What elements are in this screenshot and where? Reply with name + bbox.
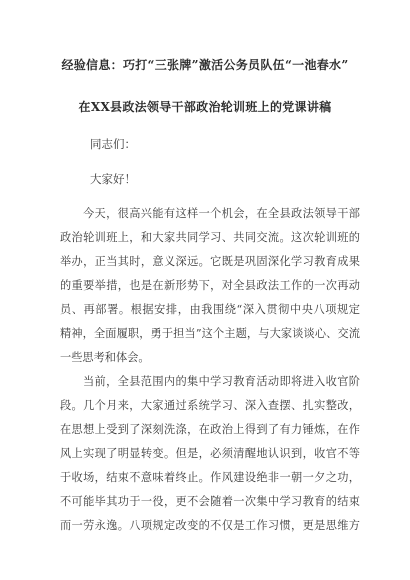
- document-subtitle: 在XX县政法领导干部政治轮训班上的党课讲稿: [78, 100, 332, 114]
- greeting: 大家好！: [90, 172, 136, 186]
- paragraph-line: 一些思考和体会。: [60, 351, 150, 364]
- paragraph-line: 员、再部署。根据安排，由我围绕“深入贯彻中央八项规定: [60, 303, 360, 316]
- paragraph-2: [60, 370, 360, 538]
- paragraph-line: 不可能毕其功于一役，更不会随着一次集中学习教育的结束: [60, 495, 360, 508]
- paragraph-line: 政治轮训班上，和大家共同学习、共同交流。这次轮训班的: [60, 231, 360, 244]
- paragraph-line: 风上实现了明显转变。但是，必须清醒地认识到，收官不等: [60, 447, 360, 460]
- paragraph-line: 于收场，结束不意味着终止。作风建设绝非一朝一夕之功，: [60, 471, 360, 484]
- salutation: 同志们：: [90, 137, 136, 151]
- paragraph-line: 段。几个月来，大家通过系统学习、深入查摆、扎实整改，: [60, 399, 360, 412]
- paragraph-line: 当前，全县范围内的集中学习教育活动即将进入收官阶: [83, 375, 360, 388]
- paragraph-line: 而一劳永逸。八项规定改变的不仅是工作习惯，更是思维方: [60, 519, 360, 532]
- document-title: 经验信息：巧打“三张牌”激活公务员队伍“一池春水”: [61, 58, 349, 72]
- paragraph-line: 在思想上受到了深刻洗涤，在政治上得到了有力锤炼，在作: [60, 423, 360, 436]
- paragraph-1: [60, 202, 360, 370]
- paragraph-line: 的重要举措，也是在新形势下，对全县政法工作的一次再动: [60, 279, 360, 292]
- paragraph-line: 举办，正当其时，意义深远。它既是巩固深化学习教育成果: [60, 255, 360, 268]
- paragraph-line: 精神，全面履职，勇于担当”这个主题，与大家谈谈心、交流: [60, 327, 360, 340]
- paragraph-line: 今天，很高兴能有这样一个机会，在全县政法领导干部: [83, 207, 360, 220]
